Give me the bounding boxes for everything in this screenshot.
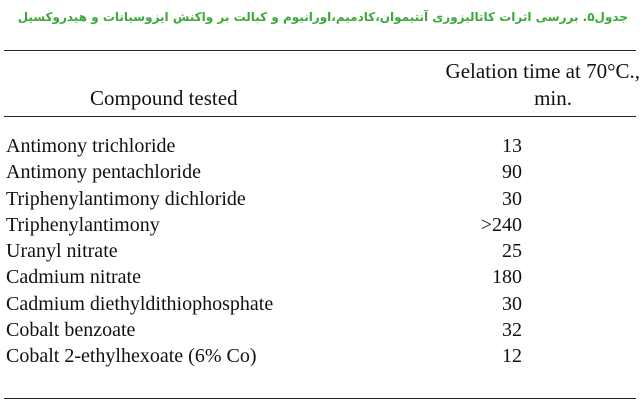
gelation-time-cell: 90 [502, 161, 522, 184]
gelation-time-cell: 30 [502, 292, 522, 315]
gelation-time-cell: >240 [480, 213, 522, 236]
column-header-gelation-time-unit: min. [534, 86, 572, 110]
table-row [0, 317, 644, 343]
compound-cell: Cadmium nitrate [6, 266, 141, 289]
table-row [0, 186, 644, 212]
compound-cell: Cobalt 2-ethylhexoate (6% Co) [6, 345, 257, 368]
table-row [0, 159, 644, 185]
table-caption: جدول۵. بررسی اثرات کاتالیزوری آنتیموان،کادمیم،اورانیوم و کبالت بر واکنش ایزوسیانات و هیدروکسیل [17, 10, 628, 24]
gelation-time-cell: 30 [502, 187, 522, 210]
compound-cell: Cobalt benzoate [6, 319, 136, 342]
gelation-time-cell: 13 [502, 135, 522, 157]
compound-cell: Cadmium diethyldithiophosphate [6, 292, 274, 315]
table-body [0, 133, 644, 370]
table-row [0, 238, 644, 264]
compound-cell: Antimony pentachloride [6, 161, 201, 184]
compound-cell: Triphenylantimony dichloride [6, 187, 246, 210]
gelation-time-cell: 32 [502, 319, 522, 342]
compound-cell: Uranyl nitrate [6, 240, 118, 263]
column-header-gelation-time [370, 58, 640, 112]
table-row [0, 291, 644, 317]
table-row [0, 212, 644, 238]
column-header-gelation-time-line1: Gelation time at 70°C., [445, 59, 640, 83]
gelation-time-cell: 12 [502, 345, 522, 368]
compound-cell: Antimony trichloride [6, 135, 176, 157]
table-top-rule [4, 50, 636, 51]
table-row [0, 343, 644, 369]
gelation-time-cell: 180 [492, 266, 522, 289]
header-rule [4, 116, 636, 117]
compound-cell: Triphenylantimony [6, 213, 160, 236]
table-row [0, 133, 644, 159]
column-header-compound: Compound tested [90, 86, 238, 110]
table-bottom-rule [4, 398, 636, 399]
table-row [0, 264, 644, 290]
gelation-time-cell: 25 [502, 240, 522, 263]
